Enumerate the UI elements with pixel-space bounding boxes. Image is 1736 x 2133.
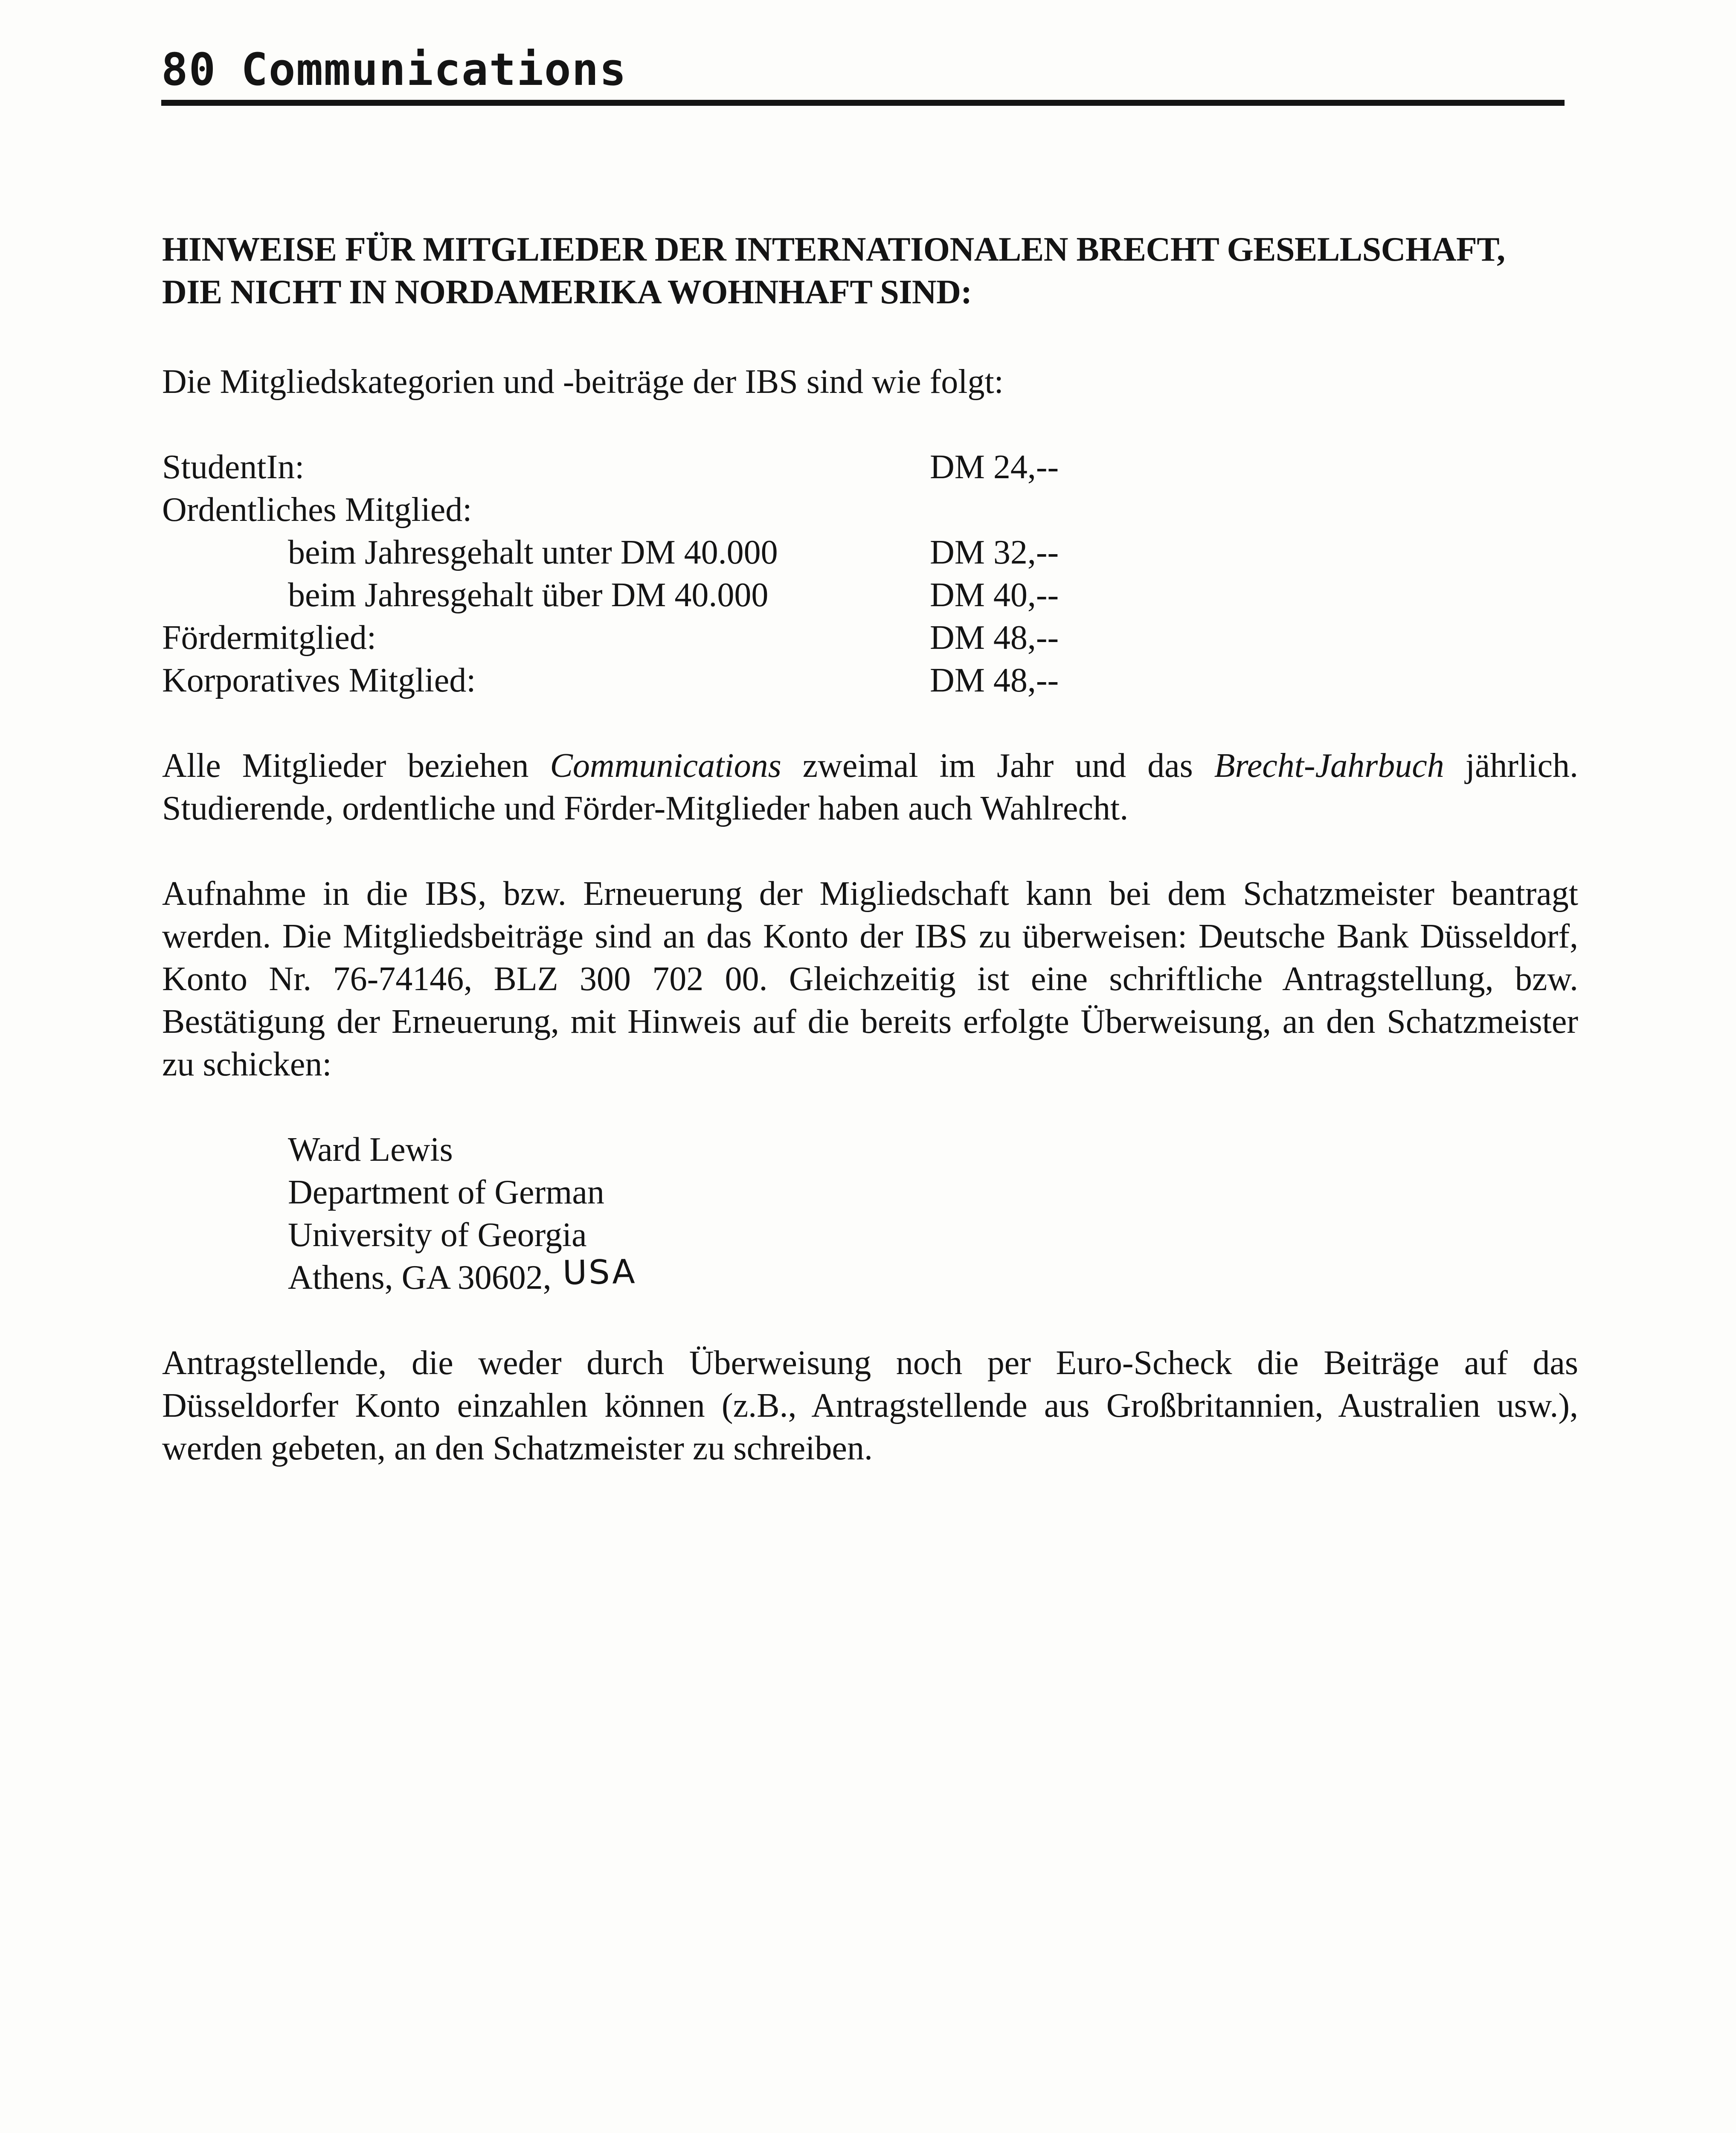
- members-paragraph: [162, 744, 1578, 830]
- fee-amount: DM 24,--: [930, 448, 1059, 486]
- fees-intro: Die Mitgliedskategorien und -beiträge der IBS sind wie folgt:: [162, 363, 1004, 401]
- fee-row-student: [162, 446, 1578, 488]
- fee-amount: DM 48,--: [930, 619, 1059, 657]
- header-text: [161, 38, 627, 102]
- fee-label: Fördermitglied:: [162, 619, 377, 657]
- fee-row-supporting: [162, 616, 1578, 659]
- fee-amount: DM 48,--: [930, 662, 1059, 699]
- closing-paragraph: Antragstellende, die weder durch Überweisung noch per Euro-Scheck die Beiträge auf das Düsseldorfer Konto einzahlen können (z.B., Antragstellende aus Großbritannien, Australien usw.), werden gebeten, an den Schatzmeister zu schreiben.: [162, 1344, 1578, 1467]
- address-university: University of Georgia: [288, 1216, 587, 1254]
- fee-row-regular-under: [162, 531, 1578, 574]
- address-city: Athens, GA 30602,: [288, 1259, 552, 1296]
- journal-name-italic: Communications: [550, 747, 781, 785]
- members-text-3: jährlich. Studierende, ordentliche und Förder-Mitglieder haben auch Wahlrecht.: [162, 747, 1579, 827]
- treasurer-address: [288, 1128, 1578, 1299]
- yearbook-name-italic: Brecht-Jahrbuch: [1214, 747, 1444, 785]
- fee-row-regular-over: [162, 574, 1578, 616]
- application-paragraph: Aufnahme in die IBS, bzw. Erneuerung der Migliedschaft kann bei dem Schatzmeister beantragt werden. Die Mitgliedsbeiträge sind an das Konto der IBS zu überweisen: Deutsche Bank Düsseldorf, Konto Nr. 76-74146, BLZ 300 702 00. Gleichzeitig ist eine schriftliche Antragstellung, bzw. Bestätigung der Erneuerung, mit Hinweis auf die bereits erfolgte Überweisung, an den Schatzmeister zu schicken:: [162, 875, 1578, 1083]
- journal-title: Communications: [241, 44, 627, 96]
- fee-amount: DM 40,--: [930, 576, 1059, 614]
- address-department: Department of German: [288, 1174, 604, 1211]
- fee-label: Ordentliches Mitglied:: [162, 491, 472, 529]
- members-text-1: Alle Mitglieder beziehen: [162, 747, 550, 785]
- fee-table: [162, 446, 1578, 702]
- header-rule: [161, 100, 1565, 106]
- fee-row-corporate: [162, 659, 1578, 702]
- page-number: 80: [161, 44, 217, 96]
- notice-heading-line-1: HINWEISE FÜR MITGLIEDER DER INTERNATIONALEN BRECHT GESELLSCHAFT,: [162, 231, 1505, 268]
- fee-label: Korporatives Mitglied:: [162, 662, 476, 699]
- fee-amount: DM 32,--: [930, 534, 1059, 571]
- members-text-2: zweimal im Jahr und das: [781, 747, 1214, 785]
- fee-label: StudentIn:: [162, 448, 305, 486]
- address-city-line: [288, 1252, 1578, 1299]
- fee-row-regular: [162, 488, 1578, 531]
- notice-heading-line-2: DIE NICHT IN NORDAMERIKA WOHNHAFT SIND:: [162, 273, 972, 311]
- page-content: [162, 228, 1578, 1470]
- fee-label: beim Jahresgehalt unter DM 40.000: [288, 534, 778, 571]
- fee-label: beim Jahresgehalt über DM 40.000: [288, 576, 769, 614]
- running-header: [161, 38, 1565, 106]
- address-name: Ward Lewis: [288, 1131, 453, 1168]
- handwritten-country: USA: [562, 1252, 637, 1293]
